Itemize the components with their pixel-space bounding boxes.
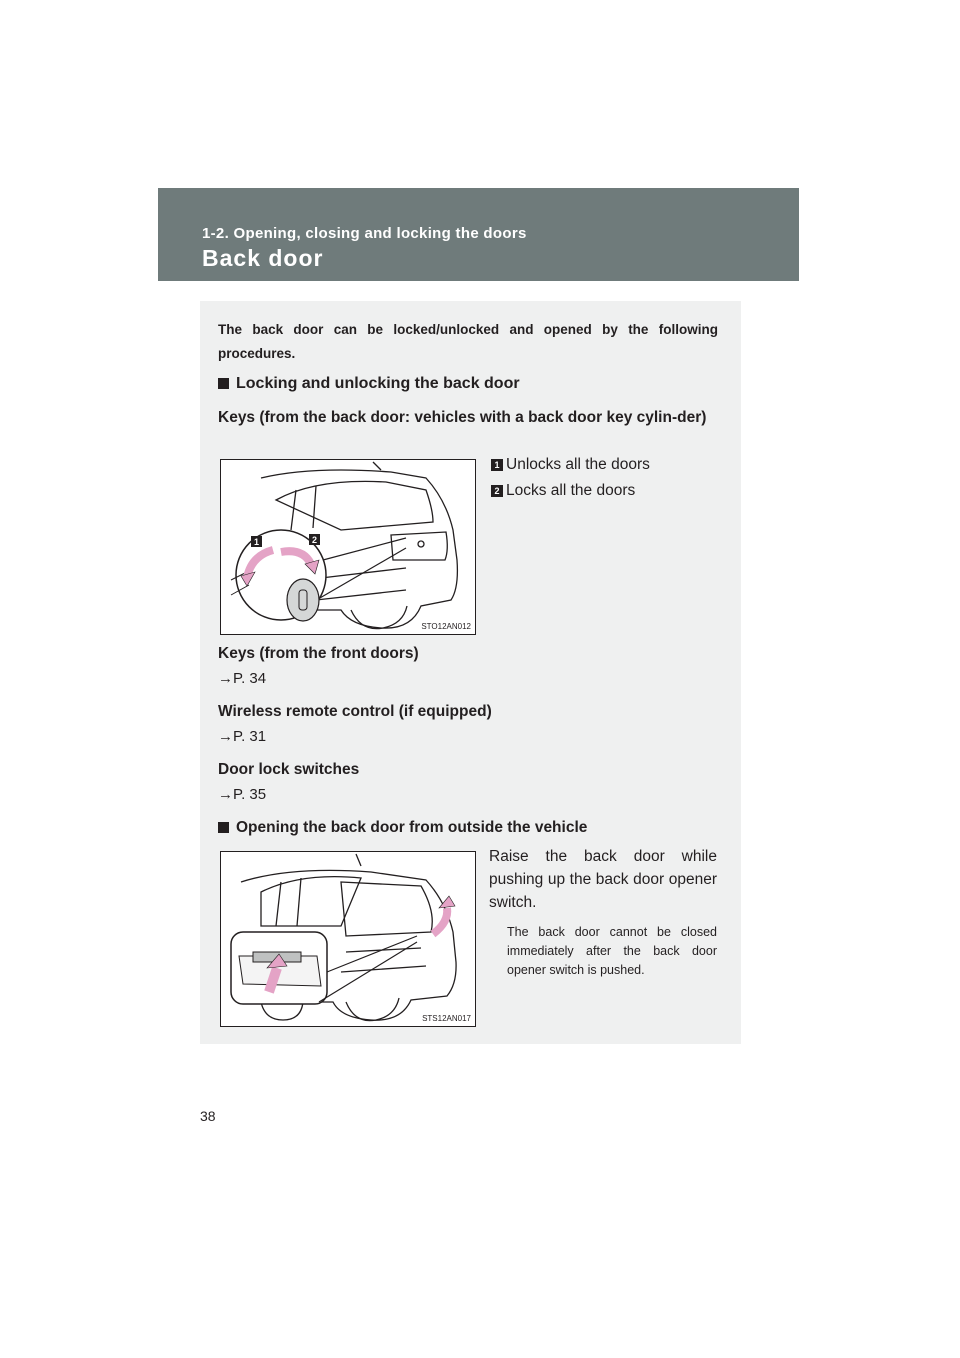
square-bullet-icon (218, 378, 229, 389)
key-cylinder-figure (220, 459, 476, 635)
remote-label: Wireless remote control (if equipped) (218, 703, 492, 720)
legend-item: 2 Locks all the doors (491, 482, 635, 500)
back-door-opener-illustration (221, 852, 475, 1026)
note-text: The back door cannot be closed immediately after the back door opener switch is pushed. (507, 925, 717, 977)
chapter-header (158, 188, 799, 281)
keys-front-label: Keys (from the front doors) (218, 645, 419, 662)
opener-switch-figure (220, 851, 476, 1027)
heading-opening: Opening the back door from outside the vehicle (218, 819, 587, 837)
page-ref: →P. 34 (218, 670, 267, 687)
section-title: 1-2. Opening, closing and locking the doors (202, 225, 527, 242)
intro-text: The back door can be locked/unlocked and opened by the following procedures. (218, 322, 718, 361)
raise-instruction: Raise the back door while pushing up the back door opener switch. (489, 848, 717, 911)
heading-locking: Locking and unlocking the back door (218, 375, 520, 393)
svg-text:1: 1 (253, 537, 260, 547)
page-title: Back door (202, 245, 324, 271)
svg-text:2: 2 (311, 535, 318, 545)
rear-car-key-illustration (221, 460, 475, 634)
square-bullet-icon (218, 822, 229, 833)
figure-caption: STO12AN012 (421, 622, 471, 631)
content-box (200, 301, 741, 1044)
switches-label: Door lock switches (218, 761, 360, 778)
page-number: 38 (200, 1108, 216, 1124)
page-ref: →P. 31 (218, 728, 267, 745)
legend-item: 1 Unlocks all the doors (491, 456, 650, 474)
keys-back-door-label: Keys (from the back door: vehicles with a back door key cylin-der) (218, 409, 707, 426)
page-ref: →P. 35 (218, 786, 267, 803)
figure-caption: STS12AN017 (422, 1014, 471, 1023)
